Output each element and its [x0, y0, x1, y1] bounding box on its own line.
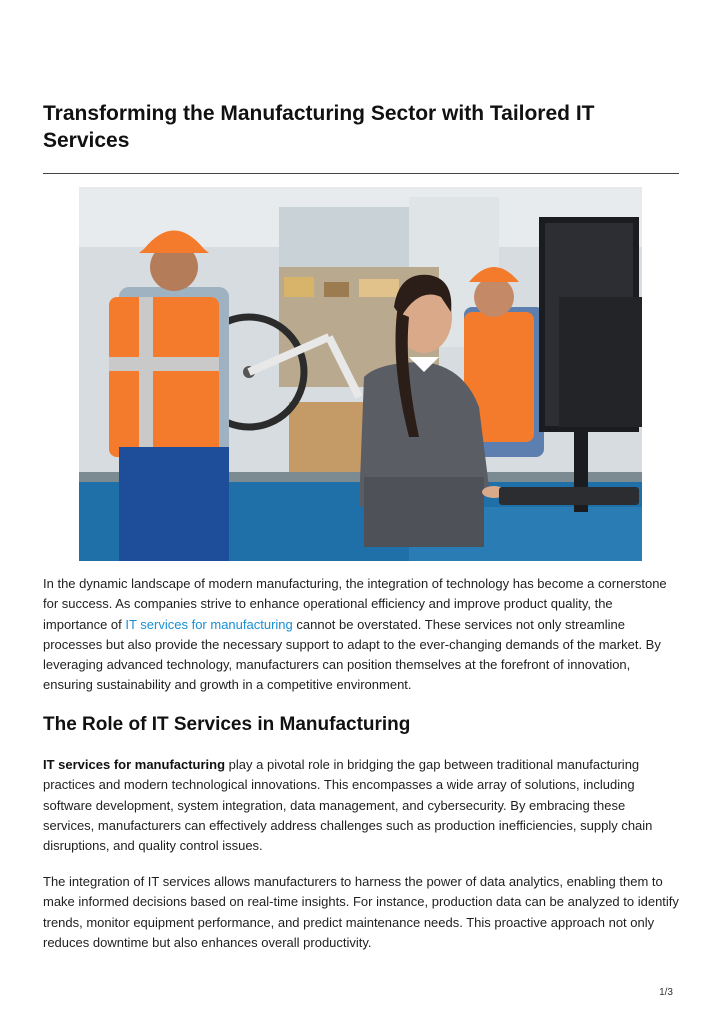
section-heading: The Role of IT Services in Manufacturing [43, 714, 411, 735]
page-number: 1/3 [659, 987, 673, 998]
it-services-link[interactable]: IT services for manufacturing [125, 616, 293, 632]
data-analytics-paragraph: The integration of IT services allows manufacturers to harness the power of data analytics, enabling them to make informed decisions based on real-time insights. For instance, production data can be analyzed to identify trends, monitor equipment performance, and predict maintenance needs. This proactive approach not only reduces downtime but also enhances overall productivity. [43, 874, 679, 950]
title-divider [43, 173, 679, 174]
intro-paragraph [43, 574, 679, 696]
article-title: Transforming the Manufacturing Sector with Tailored IT Services [43, 102, 595, 152]
factory-workers-photo [79, 187, 642, 561]
intro-text-after-link: cannot be overstated. These services not only streamline processes but also provide the necessary support to adapt to the ever-changing demands of the market. By leveraging advanced technology, manufacturers can position themselves at the forefront of innovation, ensuring sustainability and growth in a competitive environment. [43, 616, 661, 693]
intro-text-before-link: In the dynamic landscape of modern manufacturing, the integration of technology has become a cornerstone for success. As companies strive to enhance operational efficiency and improve product quality, the importance of [43, 576, 667, 632]
role-paragraph [43, 755, 679, 856]
role-paragraph-text: play a pivotal role in bridging the gap between traditional manufacturing practices and modern technological innovations. This encompasses a wide array of solutions, including software development, system integration, data management, and cybersecurity. By embracing these services, manufacturers can effectively address challenges such as production inefficiencies, supply chain disruptions, and quality control issues. [43, 757, 653, 854]
factory-scene-illustration [79, 187, 642, 561]
role-paragraph-bold-lead: IT services for manufacturing [43, 757, 226, 772]
